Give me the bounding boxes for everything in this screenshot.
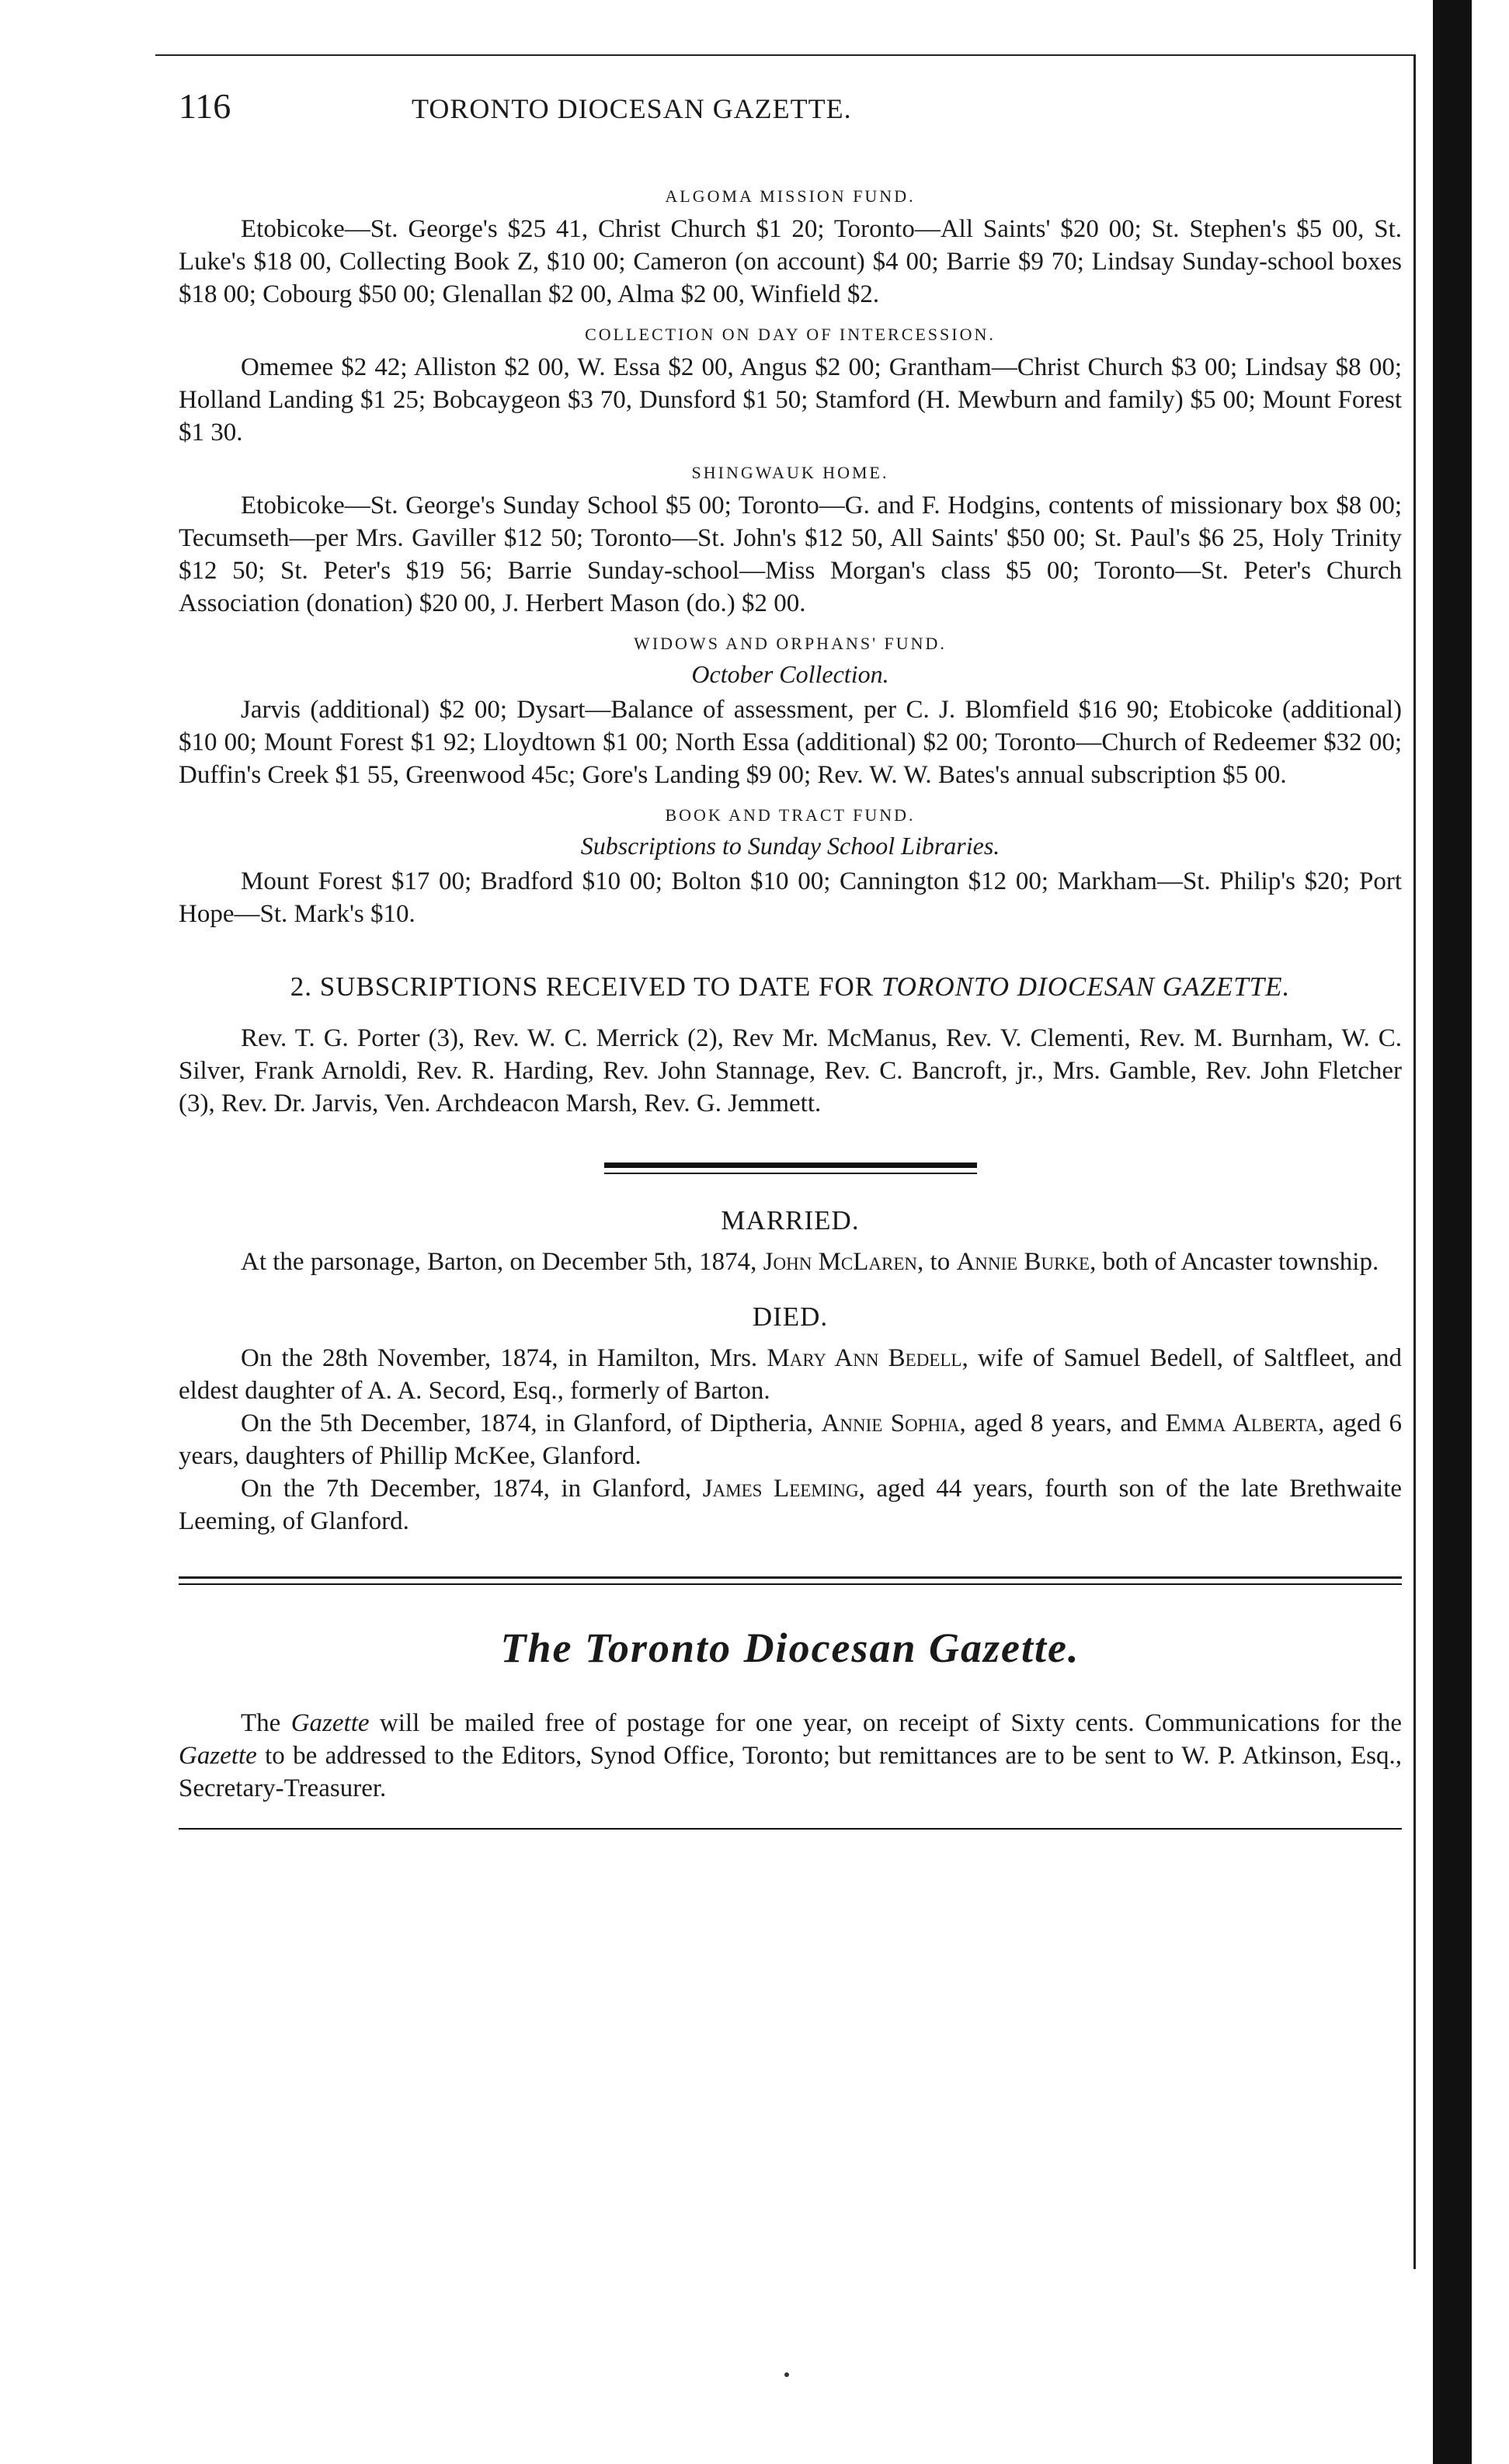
- died-entry-2-name: Annie Sophia: [821, 1409, 960, 1437]
- married-text-start: At the parsonage, Barton, on December 5th, 1874,: [241, 1248, 757, 1276]
- section-text-shingwauk: Etobicoke—St. George's Sunday School $5 00; Toronto—G. and F. Hodgins, contents of missionary box $8 00; Tecumseth—per Mrs. Gaviller $12 50; Toronto—St. John's $12 50, All Saints' $50 00; St. Paul's $6 25, Holy Trinity $12 50; St. Peter's $19 56; Barrie Sunday-school—Miss Morgan's class $5 00; Toronto—St. Peter's Church Association (donation) $20 00, J. Herbert Mason (do.) $2 00.: [179, 492, 1402, 617]
- footer-text-2: will be mailed free of postage for one year, on receipt of Sixty cents. Communications for the: [379, 1709, 1403, 1737]
- married-text-mid: , to: [917, 1248, 951, 1276]
- subscriptions-heading-start: 2. SUBSCRIPTIONS RECEIVED TO DATE FOR: [290, 971, 874, 1002]
- subscriptions-heading-italic: TORONTO DIOCESAN GAZETTE.: [881, 971, 1291, 1002]
- footer-divider: [179, 1576, 1402, 1585]
- section-text-book: Mount Forest $17 00; Bradford $10 00; Bolton $10 00; Cannington $12 00; Markham—St. Philip's $20; Port Hope—St. Mark's $10.: [179, 867, 1402, 928]
- subscriptions-text: Rev. T. G. Porter (3), Rev. W. C. Merrick (2), Rev Mr. McManus, Rev. V. Clementi, Rev. M. Burnham, W. C. Silver, Frank Arnoldi, Rev. R. Harding, Rev. John Stannage, Rev. C. Bancroft, jr., Mrs. Gamble, Rev. John Fletcher (3), Rev. Dr. Jarvis, Ven. Archdeacon Marsh, Rev. G. Jemmett.: [179, 1024, 1402, 1117]
- section-divider: [179, 1162, 1402, 1174]
- died-entry-2-mid: , aged 8 years, and: [959, 1409, 1158, 1437]
- died-entry-1-start: On the 28th November, 1874, in Hamilton, Mrs.: [241, 1344, 758, 1372]
- died-entry-1-end: , wife of Samuel Bedell, of Saltfleet, and eldest daughter of A. A. Secord, Esq., formerly of Barton.: [179, 1344, 1402, 1405]
- died-entry-3-name: James Leeming: [702, 1475, 859, 1503]
- footer-title: The Toronto Diocesan Gazette.: [500, 1625, 1080, 1671]
- married-groom: John McLaren: [763, 1248, 918, 1276]
- bottom-rule: [179, 1828, 1402, 1830]
- died-heading: DIED.: [752, 1302, 829, 1332]
- footer-divider-line-2: [179, 1583, 1402, 1585]
- died-entry-1-name: Mary Ann Bedell: [767, 1344, 962, 1372]
- died-entry-2-start: On the 5th December, 1874, in Glanford, of Diptheria,: [241, 1409, 814, 1437]
- divider-thick-line: [604, 1162, 977, 1168]
- section-title-widows: WIDOWS AND ORPHANS' FUND.: [634, 634, 947, 653]
- died-entry-3: [179, 1472, 1402, 1538]
- married-text-end: , both of Ancaster township.: [1090, 1248, 1379, 1276]
- footer-gazette-2: Gazette: [179, 1742, 257, 1770]
- stray-mark: [784, 2372, 789, 2377]
- section-title-shingwauk: SHINGWAUK HOME.: [691, 463, 889, 482]
- footer-divider-line-1: [179, 1576, 1402, 1579]
- married-bride: Annie Burke: [956, 1248, 1090, 1276]
- married-heading: MARRIED.: [721, 1205, 860, 1235]
- page-number: 116: [179, 86, 231, 126]
- divider-thin-line: [604, 1173, 977, 1174]
- died-entry-3-start: On the 7th December, 1874, in Glanford,: [241, 1475, 692, 1503]
- footer-text-1: The: [241, 1709, 281, 1737]
- running-title: TORONTO DIOCESAN GAZETTE.: [412, 93, 852, 124]
- footer-gazette-1: Gazette: [290, 1709, 370, 1737]
- page-header: [179, 85, 1402, 148]
- section-title-intercession: COLLECTION ON DAY OF INTERCESSION.: [585, 325, 996, 344]
- page-content: [179, 85, 1402, 1830]
- section-text-widows: Jarvis (additional) $2 00; Dysart—Balance of assessment, per C. J. Blomfield $16 90; Etobicoke (additional) $10 00; Mount Forest $1 92; Lloydtown $1 00; North Essa (additional) $2 00; Toronto—Church of Redeemer $32 00; Duffin's Creek $1 55, Greenwood 45c; Gore's Landing $9 00; Rev. W. W. Bates's annual subscription $5 00.: [179, 696, 1402, 789]
- book-spine-shadow: [1433, 0, 1472, 2464]
- subscriptions-heading: [179, 969, 1402, 1005]
- died-entry-2-name2: Emma Alberta: [1165, 1409, 1318, 1437]
- section-title-algoma: ALGOMA MISSION FUND.: [665, 186, 916, 206]
- died-entry-2: [179, 1407, 1402, 1472]
- died-entry-1: [179, 1342, 1402, 1407]
- section-text-algoma: Etobicoke—St. George's $25 41, Christ Church $1 20; Toronto—All Saints' $20 00; St. Stephen's $5 00, St. Luke's $18 00, Collecting Book Z, $10 00; Cameron (on account) $4 00; Barrie $9 70; Lindsay Sunday-school boxes $18 00; Cobourg $50 00; Glenallan $2 00, Alma $2 00, Winfield $2.: [179, 215, 1402, 308]
- married-text: [179, 1246, 1402, 1278]
- section-title-book: BOOK AND TRACT FUND.: [665, 805, 916, 825]
- section-subtitle-widows: October Collection.: [691, 660, 889, 688]
- section-text-intercession: Omemee $2 42; Alliston $2 00, W. Essa $2 00, Angus $2 00; Grantham—Christ Church $3 00; Lindsay $8 00; Holland Landing $1 25; Bobcaygeon $3 70, Dunsford $1 50; Stamford (H. Mewburn and family) $5 00; Mount Forest $1 30.: [179, 353, 1402, 447]
- died-entry-2-end: , aged 6 years, daughters of Phillip McKee, Glanford.: [179, 1409, 1403, 1470]
- footer-text-3: to be addressed to the Editors, Synod Office, Toronto; but remittances are to be sent to W. P. Atkinson, Esq., Secretary-Treasurer.: [179, 1742, 1402, 1802]
- died-entry-3-end: , aged 44 years, fourth son of the late Brethwaite Leeming, of Glanford.: [179, 1475, 1403, 1535]
- footer-text: [179, 1707, 1402, 1805]
- section-subtitle-book: Subscriptions to Sunday School Libraries.: [580, 832, 1000, 860]
